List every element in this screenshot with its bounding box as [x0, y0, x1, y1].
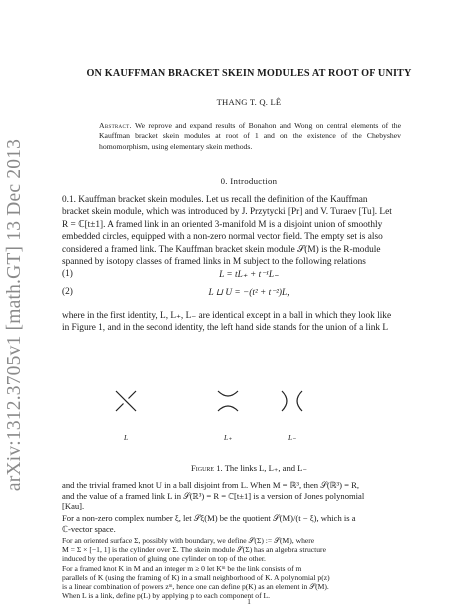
figure-label-L-plus: L₊ — [223, 433, 232, 442]
text-line: parallels of K (using the framing of K) in a small neighborhood of K. A polynomial p(z) — [62, 572, 330, 582]
text-line: and the value of a framed link L in 𝒮(ℝ³) = R = ℂ[t±1] is a version of Jones polynomial — [62, 490, 365, 501]
text-line: For an oriented surface Σ, possibly with boundary, we define 𝒮(Σ) := 𝒮(M), where — [62, 536, 315, 545]
text-line: where in the first identity, L, L₊, L₋ are identical except in a ball in which they look like — [62, 311, 392, 321]
text-line: When L is a link, define p(L) by applying p to each component of L. — [62, 591, 271, 601]
text-line: bracket skein module, which was introduced by J. Przytycki [Pr] and V. Turaev [Tu]. Let — [62, 207, 392, 218]
smoothing-diagram-L-minus — [282, 391, 302, 411]
text-line: ℂ-vector space. — [62, 523, 116, 534]
text-line: and the trivial framed knot U in a ball disjoint from L. When M = ℝ³, then 𝒮(ℝ³) = R, — [62, 480, 360, 490]
abstract — [99, 121, 401, 152]
figure-1 — [62, 383, 436, 453]
section-heading: 0. Introduction — [220, 176, 278, 186]
text-line: considered a framed link. The Kauffman bracket skein module 𝒮(M) is the R-module — [62, 244, 381, 255]
paper-author: THANG T. Q. LÊ — [216, 97, 282, 107]
paragraph-parallels — [62, 564, 436, 601]
arxiv-stamp — [3, 80, 27, 550]
lower-paragraphs — [62, 536, 436, 600]
figure-label-L-minus: L₋ — [287, 433, 296, 442]
equation-number: (1) — [62, 269, 73, 279]
caption-text: The links L, L₊, and L₋ — [224, 463, 308, 473]
text-line: For a framed knot K in M and an integer m ≥ 0 let Kᵐ be the link consists of m — [62, 563, 302, 573]
paragraph-quotient — [62, 513, 436, 534]
text-line: induced by the operation of gluing one cylinder on top of the other. — [62, 554, 266, 564]
arxiv-stamp-text: arXiv:1312.3705v1 [math.GT] 13 Dec 2013 — [4, 138, 26, 492]
equation-2 — [62, 287, 436, 300]
paper-title: ON KAUFFMAN BRACKET SKEIN MODULES AT ROOT OF UNITY — [86, 68, 412, 79]
equation-body: L = tL₊ + t⁻¹L₋ — [219, 270, 279, 280]
page-number: 1 — [247, 598, 251, 606]
text-line: in Figure 1, and in the second identity, the left hand side stands for the union of a link L — [62, 323, 389, 334]
paragraph-jones — [62, 480, 436, 512]
text-line: M = Σ × [−1, 1] is the cylinder over Σ. The skein module 𝒮(Σ) has an algebra structure — [62, 545, 326, 555]
smoothing-diagram-L-plus — [218, 391, 238, 411]
equation-number: (2) — [62, 287, 73, 297]
equation-1 — [62, 269, 436, 282]
caption-label: Figure 1. — [190, 463, 223, 473]
text-line: [Kau]. — [62, 501, 85, 512]
figure-caption — [62, 463, 436, 474]
text-line: R = ℂ[t±1]. A framed link in an oriented 3-manifold M is a disjoint union of smoothly — [62, 219, 383, 230]
text-line: spanned by isotopy classes of framed links in M subject to the following relations — [62, 257, 366, 268]
text-line: 0.1. Kauffman bracket skein modules. Let us recall the definition of the Kauffman — [62, 195, 368, 205]
crossing-diagram-L — [116, 391, 136, 411]
abstract-text: We reprove and expand results of Bonahon and Wong on central elements of the Kauffman bracket skein modules at root of 1 and on the existence of the Chebyshev homomorphism, using elementary skein methods. — [99, 121, 401, 151]
equation-body: L ⊔ U = −(t² + t⁻²)L, — [208, 288, 290, 298]
paragraph-kauffman-definition — [62, 194, 436, 268]
text-line: is a linear combination of powers zᵐ, hence one can define p(K) as an element in 𝒮(M). — [62, 582, 329, 592]
figure-1-diagram — [62, 383, 436, 453]
abstract-label: Abstract. — [99, 121, 132, 130]
text-line: For a non-zero complex number ξ, let 𝒮ξ(M) be the quotient 𝒮(M)/(t − ξ), which is a — [62, 513, 356, 523]
text-line: embedded circles, equipped with a non-zero normal vector field. The empty set is also — [62, 232, 383, 243]
paragraph-identities — [62, 310, 436, 335]
paragraph-surface — [62, 536, 436, 564]
figure-label-L: L — [123, 433, 129, 442]
